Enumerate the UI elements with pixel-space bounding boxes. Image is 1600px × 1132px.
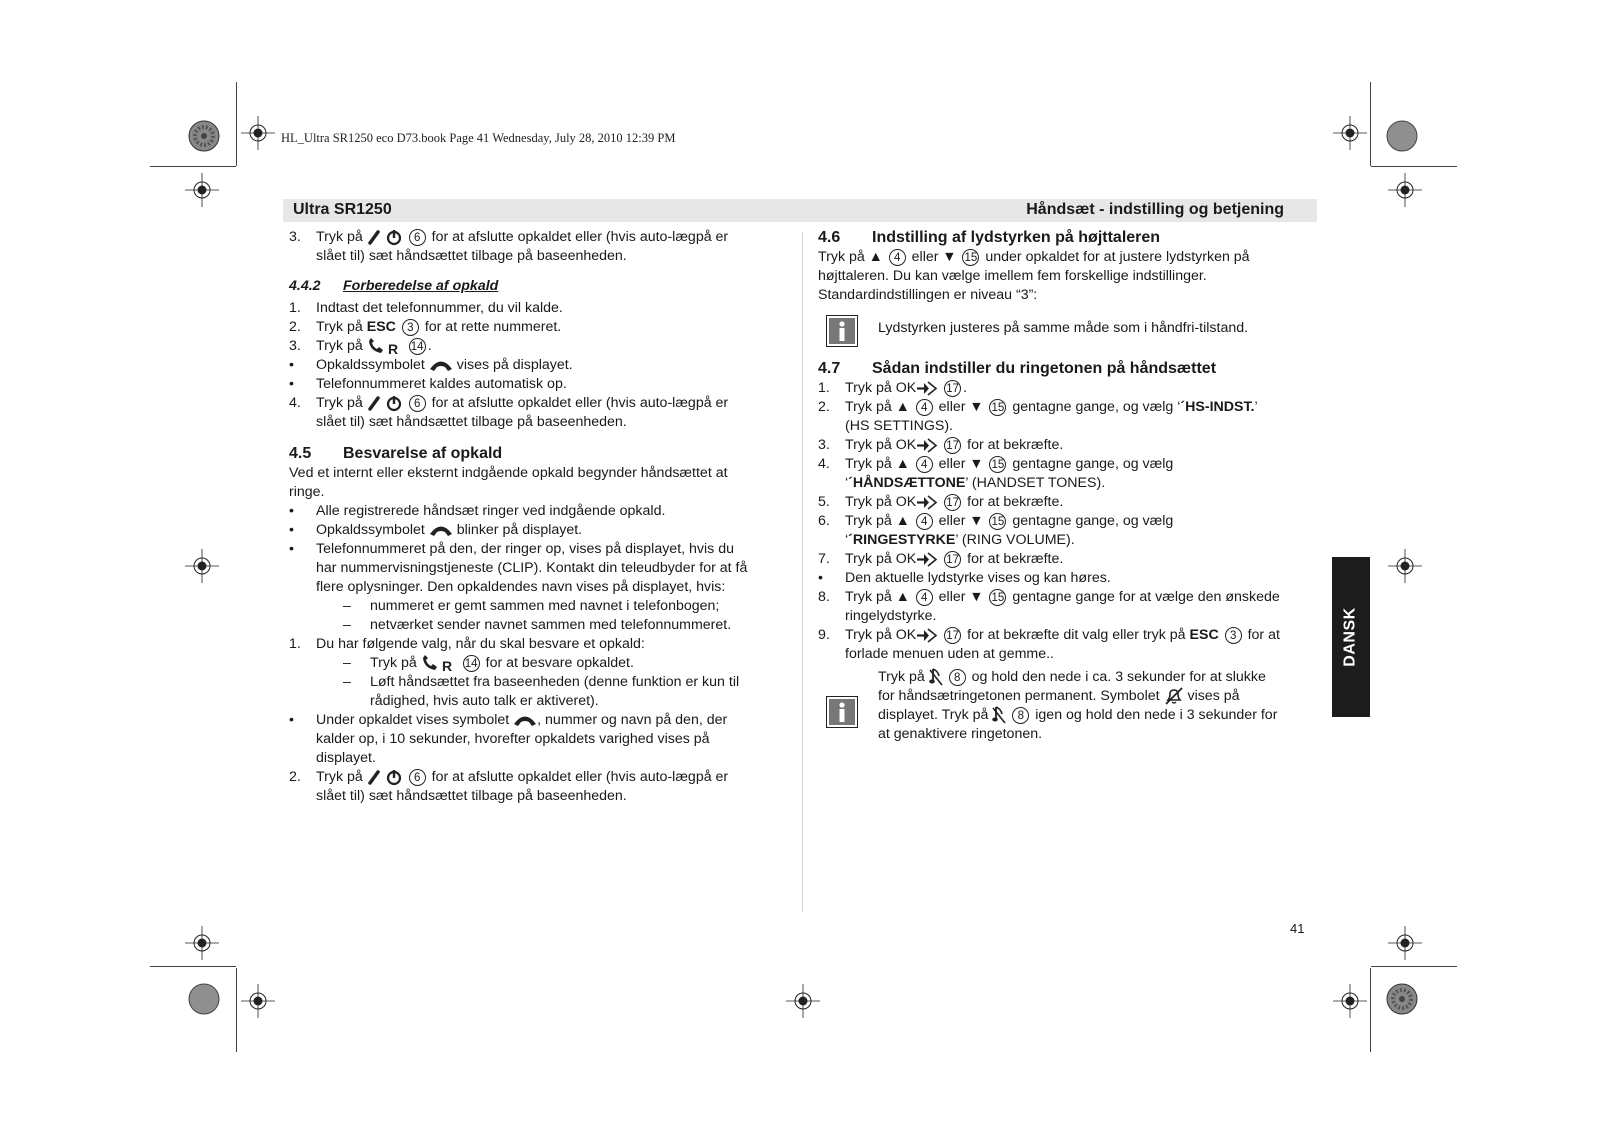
key-number: 4 bbox=[916, 589, 933, 606]
item-text: displayet. bbox=[316, 750, 376, 766]
list-number: 1. bbox=[818, 380, 830, 396]
list-item bbox=[289, 394, 787, 432]
list-item bbox=[289, 711, 787, 768]
item-text: Tryk på bbox=[316, 338, 363, 354]
heading-number: 4.7 bbox=[818, 360, 841, 377]
item-text: kalder op, i 10 sekunder, hvorefter opkaldets varighed vises på bbox=[316, 731, 710, 747]
language-tab-label: DANSK bbox=[1342, 607, 1360, 667]
item-text: eller ▼ bbox=[938, 456, 984, 472]
list-item bbox=[818, 588, 1316, 626]
crop-line bbox=[236, 82, 237, 166]
item-text: ringelydstyrke. bbox=[845, 608, 937, 624]
list-number: 8. bbox=[818, 589, 830, 605]
section-heading bbox=[289, 444, 787, 463]
right-column bbox=[818, 228, 1316, 744]
list-item bbox=[289, 635, 787, 654]
key-number: 14 bbox=[409, 338, 426, 355]
talk-r-key-icon bbox=[367, 338, 403, 355]
item-text: eller ▼ bbox=[938, 589, 984, 605]
item-text: Opkaldssymbolet bbox=[316, 522, 425, 538]
list-number: 2. bbox=[289, 769, 301, 785]
dash: – bbox=[343, 617, 351, 633]
note-text: igen og hold den nede i 3 sekunder for bbox=[1035, 707, 1278, 723]
list-number: 3. bbox=[289, 229, 301, 245]
registration-mark-icon bbox=[1388, 549, 1422, 583]
item-text: rådighed, hvis auto talk er aktiveret). bbox=[370, 693, 599, 709]
note-text: at genaktivere ringetonen. bbox=[878, 726, 1043, 742]
crop-line bbox=[150, 966, 236, 967]
item-text: Alle registrerede håndsæt ringer ved indgående opkald. bbox=[316, 503, 666, 519]
item-text: gentagne gange, og vælg ‘ bbox=[1012, 399, 1181, 415]
list-item bbox=[818, 626, 1316, 664]
bullet: • bbox=[289, 522, 294, 538]
item-text: gentagne gange for at vælge den ønskede bbox=[1012, 589, 1280, 605]
list-number: 3. bbox=[289, 338, 301, 354]
heading-number: 4.4.2 bbox=[289, 278, 321, 294]
ok-enter-arrow-icon bbox=[916, 551, 938, 568]
item-text: . bbox=[427, 338, 432, 354]
ringer-off-icon bbox=[1164, 687, 1184, 705]
key-number: 15 bbox=[989, 456, 1006, 473]
item-text: for at rette nummeret. bbox=[424, 319, 562, 335]
item-text: ‘ bbox=[845, 475, 849, 491]
note-text: og hold den nede i ca. 3 sekunder for at slukke bbox=[971, 669, 1266, 685]
item-text: eller ▼ bbox=[938, 399, 984, 415]
item-text: nummeret er gemt sammen med navnet i telefonbogen; bbox=[370, 598, 720, 614]
list-item bbox=[818, 569, 1316, 588]
list-item bbox=[818, 455, 1316, 493]
grey-disc-icon bbox=[188, 983, 220, 1015]
item-text: , nummer og navn på den, der bbox=[537, 712, 728, 728]
list-item bbox=[289, 337, 787, 356]
registration-mark-icon bbox=[185, 549, 219, 583]
crop-line bbox=[150, 166, 236, 167]
svg-text:R: R bbox=[387, 340, 398, 355]
note-text: vises på bbox=[1187, 688, 1240, 704]
bell-off-key-icon bbox=[929, 668, 943, 686]
bullet: • bbox=[289, 503, 294, 519]
item-text: Tryk på ▲ bbox=[845, 456, 910, 472]
item-text: Du har følgende valg, når du skal besvare et opkald: bbox=[316, 636, 645, 652]
key-number: 6 bbox=[409, 769, 426, 786]
crop-line bbox=[1371, 966, 1457, 967]
item-text: Tryk på ▲ bbox=[845, 513, 910, 529]
item-text: for at bekræfte. bbox=[967, 494, 1064, 510]
ok-enter-arrow-icon bbox=[916, 380, 938, 397]
registration-mark-icon bbox=[185, 173, 219, 207]
end-call-power-icon bbox=[367, 769, 403, 786]
print-info: HL_Ultra SR1250 eco D73.book Page 41 Wednesday, July 28, 2010 12:39 PM bbox=[281, 131, 676, 145]
dash: – bbox=[343, 655, 351, 671]
list-item bbox=[289, 228, 787, 266]
item-text: Tryk på OK bbox=[845, 627, 917, 643]
bullet: • bbox=[289, 541, 294, 557]
starburst-target-icon bbox=[188, 120, 220, 152]
item-text: Tryk på ▲ bbox=[845, 399, 910, 415]
key-number: 4 bbox=[916, 456, 933, 473]
menu-option-label: ´HS-INDST. bbox=[1180, 399, 1255, 415]
note-text: Lydstyrken justeres på samme måde som i håndfri-tilstand. bbox=[878, 320, 1249, 336]
item-text: for at afslutte opkaldet eller (hvis auto-lægpå er bbox=[431, 395, 729, 411]
item-text: for at bekræfte. bbox=[967, 437, 1064, 453]
left-column bbox=[289, 228, 787, 806]
key-number: 15 bbox=[989, 513, 1006, 530]
section-heading bbox=[818, 359, 1316, 378]
item-text: Tryk på OK bbox=[845, 437, 917, 453]
para-line: under opkaldet for at justere lydstyrken på bbox=[985, 249, 1250, 265]
item-text: slået til) sæt håndsættet tilbage på baseenheden. bbox=[316, 248, 627, 264]
bell-off-key-icon bbox=[992, 706, 1006, 724]
info-icon bbox=[826, 315, 858, 347]
item-text: forlade menuen uden at gemme.. bbox=[845, 646, 1055, 662]
key-number: 4 bbox=[916, 399, 933, 416]
bullet: • bbox=[818, 570, 823, 586]
item-text: Løft håndsættet fra baseenheden (denne funktion er kun til bbox=[370, 674, 740, 690]
header-product-name: Ultra SR1250 bbox=[293, 201, 392, 218]
crop-line bbox=[1370, 968, 1371, 1052]
key-number: 14 bbox=[463, 655, 480, 672]
registration-mark-icon bbox=[241, 984, 275, 1018]
dash: – bbox=[343, 674, 351, 690]
list-number: 6. bbox=[818, 513, 830, 529]
item-text: for at bekræfte. bbox=[967, 551, 1064, 567]
note-text: for håndsætringetonen permanent. Symbolet bbox=[878, 688, 1160, 704]
key-number: 17 bbox=[944, 494, 961, 511]
end-call-power-icon bbox=[367, 229, 403, 246]
item-text: flere oplysninger. Den opkaldendes navn vises på displayet, hvis: bbox=[316, 579, 726, 595]
info-note bbox=[818, 313, 1316, 347]
list-item bbox=[289, 356, 787, 375]
item-text: ’ (RING VOLUME). bbox=[955, 532, 1075, 548]
list-item bbox=[289, 318, 787, 337]
list-number: 9. bbox=[818, 627, 830, 643]
item-text: netværket sender navnet sammen med telefonnummeret. bbox=[370, 617, 732, 633]
section-heading bbox=[818, 228, 1316, 247]
key-number: 8 bbox=[1012, 707, 1029, 724]
registration-mark-icon bbox=[241, 116, 275, 150]
subsection-heading bbox=[289, 277, 787, 296]
ok-enter-arrow-icon bbox=[916, 494, 938, 511]
item-text: Opkaldssymbolet bbox=[316, 357, 425, 373]
esc-key-label: ESC bbox=[1189, 627, 1219, 643]
item-text: slået til) sæt håndsættet tilbage på baseenheden. bbox=[316, 788, 627, 804]
note-text: Tryk på bbox=[878, 669, 925, 685]
key-number: 8 bbox=[949, 669, 966, 686]
key-number: 15 bbox=[989, 399, 1006, 416]
list-item bbox=[289, 299, 787, 318]
list-item bbox=[289, 540, 787, 597]
item-text: for at bbox=[1247, 627, 1280, 643]
registration-mark-icon bbox=[786, 984, 820, 1018]
handset-icon bbox=[513, 713, 537, 727]
heading-number: 4.6 bbox=[818, 229, 841, 246]
item-text: for at afslutte opkaldet eller (hvis auto-lægpå er bbox=[431, 769, 729, 785]
bullet: • bbox=[289, 357, 294, 373]
ok-enter-arrow-icon bbox=[916, 437, 938, 454]
bullet: • bbox=[289, 376, 294, 392]
list-number: 5. bbox=[818, 494, 830, 510]
page-number: 41 bbox=[1290, 921, 1305, 936]
note-text: displayet. Tryk på bbox=[878, 707, 989, 723]
list-item bbox=[289, 521, 787, 540]
dash: – bbox=[343, 598, 351, 614]
key-number: 15 bbox=[962, 249, 979, 266]
key-number: 6 bbox=[409, 395, 426, 412]
handset-icon bbox=[429, 358, 453, 372]
key-number: 17 bbox=[944, 437, 961, 454]
item-text: Tryk på ▲ bbox=[845, 589, 910, 605]
info-icon bbox=[826, 696, 858, 728]
list-number: 4. bbox=[818, 456, 830, 472]
item-text: vises på displayet. bbox=[456, 357, 573, 373]
bullet: • bbox=[289, 712, 294, 728]
item-text: ‘ bbox=[845, 532, 849, 548]
language-side-tab bbox=[1332, 557, 1370, 717]
item-text: Tryk på OK bbox=[845, 380, 917, 396]
item-text: Under opkaldet vises symbolet bbox=[316, 712, 510, 728]
item-text: Indtast det telefonnummer, du vil kalde. bbox=[316, 300, 563, 316]
list-item bbox=[818, 436, 1316, 455]
para-line: højttaleren. Du kan vælge imellem fem forskellige indstillinger. bbox=[818, 268, 1207, 284]
list-number: 1. bbox=[289, 300, 301, 316]
item-text: blinker på displayet. bbox=[456, 522, 583, 538]
key-number: 17 bbox=[944, 627, 961, 644]
para-line: Standardindstillingen er niveau “3”: bbox=[818, 287, 1038, 303]
heading-title: Indstilling af lydstyrken på højttaleren bbox=[872, 229, 1161, 246]
item-text: ’ bbox=[1254, 399, 1258, 415]
list-item bbox=[818, 379, 1316, 398]
item-text: (HS SETTINGS). bbox=[845, 418, 953, 434]
list-item bbox=[818, 398, 1316, 436]
key-number: 4 bbox=[916, 513, 933, 530]
dash-item bbox=[289, 597, 787, 616]
list-item bbox=[289, 375, 787, 394]
item-text: Tryk på bbox=[316, 229, 363, 245]
crop-line bbox=[1370, 82, 1371, 166]
grey-disc-icon bbox=[1386, 120, 1418, 152]
talk-r-key-icon bbox=[421, 655, 457, 672]
item-text: Tryk på OK bbox=[845, 551, 917, 567]
item-text: Tryk på bbox=[370, 655, 417, 671]
list-number: 7. bbox=[818, 551, 830, 567]
item-text: for at afslutte opkaldet eller (hvis auto-lægpå er bbox=[431, 229, 729, 245]
key-number: 3 bbox=[402, 319, 419, 336]
item-text: slået til) sæt håndsættet tilbage på baseenheden. bbox=[316, 414, 627, 430]
item-text: eller ▼ bbox=[938, 513, 984, 529]
item-text: Tryk på bbox=[316, 395, 363, 411]
registration-mark-icon bbox=[1333, 116, 1367, 150]
registration-mark-icon bbox=[185, 926, 219, 960]
info-note bbox=[818, 668, 1316, 744]
para-line: eller ▼ bbox=[911, 249, 957, 265]
list-item bbox=[289, 502, 787, 521]
heading-title: Sådan indstiller du ringetonen på håndsættet bbox=[872, 360, 1217, 377]
para-line: ringe. bbox=[289, 484, 325, 500]
item-text: for at besvare opkaldet. bbox=[485, 655, 634, 671]
ok-enter-arrow-icon bbox=[916, 627, 938, 644]
key-number: 3 bbox=[1225, 627, 1242, 644]
heading-number: 4.5 bbox=[289, 445, 312, 462]
crop-line bbox=[236, 968, 237, 1052]
item-text: Telefonnummeret på den, der ringer op, vises på displayet, hvis du bbox=[316, 541, 734, 557]
list-number: 1. bbox=[289, 636, 301, 652]
header-chapter-title: Håndsæt - indstilling og betjening bbox=[1026, 201, 1284, 218]
item-text: Den aktuelle lydstyrke vises og kan høres. bbox=[845, 570, 1111, 586]
key-number: 6 bbox=[409, 229, 426, 246]
list-number: 2. bbox=[289, 319, 301, 335]
list-item bbox=[289, 768, 787, 806]
registration-mark-icon bbox=[1388, 173, 1422, 207]
menu-option-label: ´HÅNDSÆTTONE bbox=[848, 475, 966, 491]
item-text: Telefonnummeret kaldes automatisk op. bbox=[316, 376, 567, 392]
intro-paragraph bbox=[818, 248, 1316, 305]
key-number: 4 bbox=[889, 249, 906, 266]
key-number: 17 bbox=[944, 380, 961, 397]
key-number: 15 bbox=[989, 589, 1006, 606]
item-text: ’ (HANDSET TONES). bbox=[965, 475, 1106, 491]
registration-mark-icon bbox=[1333, 984, 1367, 1018]
dash-item bbox=[289, 654, 787, 673]
list-number: 3. bbox=[818, 437, 830, 453]
end-call-power-icon bbox=[367, 395, 403, 412]
crop-line bbox=[1371, 166, 1457, 167]
dash-item bbox=[289, 616, 787, 635]
list-item bbox=[818, 550, 1316, 569]
para-line: Tryk på ▲ bbox=[818, 249, 883, 265]
list-number: 2. bbox=[818, 399, 830, 415]
registration-mark-icon bbox=[1388, 926, 1422, 960]
item-text: Tryk på bbox=[316, 769, 363, 785]
menu-option-label: ´RINGESTYRKE bbox=[848, 532, 956, 548]
item-text: . bbox=[963, 380, 968, 396]
para-line: Ved et internt eller eksternt indgående opkald begynder håndsættet at bbox=[289, 465, 728, 481]
heading-title: Besvarelse af opkald bbox=[343, 445, 503, 462]
key-number: 17 bbox=[944, 551, 961, 568]
item-text: Tryk på bbox=[316, 319, 363, 335]
list-number: 4. bbox=[289, 395, 301, 411]
item-text: gentagne gange, og vælg bbox=[1012, 456, 1174, 472]
dash-item bbox=[289, 673, 787, 711]
list-item bbox=[818, 512, 1316, 550]
intro-paragraph bbox=[289, 464, 787, 502]
starburst-target-icon bbox=[1386, 983, 1418, 1015]
column-divider bbox=[802, 232, 803, 912]
item-text: har nummervisningstjeneste (CLIP). Kontakt din teleudbyder for at få bbox=[316, 560, 748, 576]
item-text: Tryk på OK bbox=[845, 494, 917, 510]
item-text: for at bekræfte dit valg eller tryk på bbox=[967, 627, 1186, 643]
item-text: gentagne gange, og vælg bbox=[1012, 513, 1174, 529]
esc-key-label: ESC bbox=[366, 319, 396, 335]
handset-icon bbox=[429, 523, 453, 537]
list-item bbox=[818, 493, 1316, 512]
heading-title: Forberedelse af opkald bbox=[343, 278, 499, 294]
svg-text:R: R bbox=[441, 657, 452, 672]
